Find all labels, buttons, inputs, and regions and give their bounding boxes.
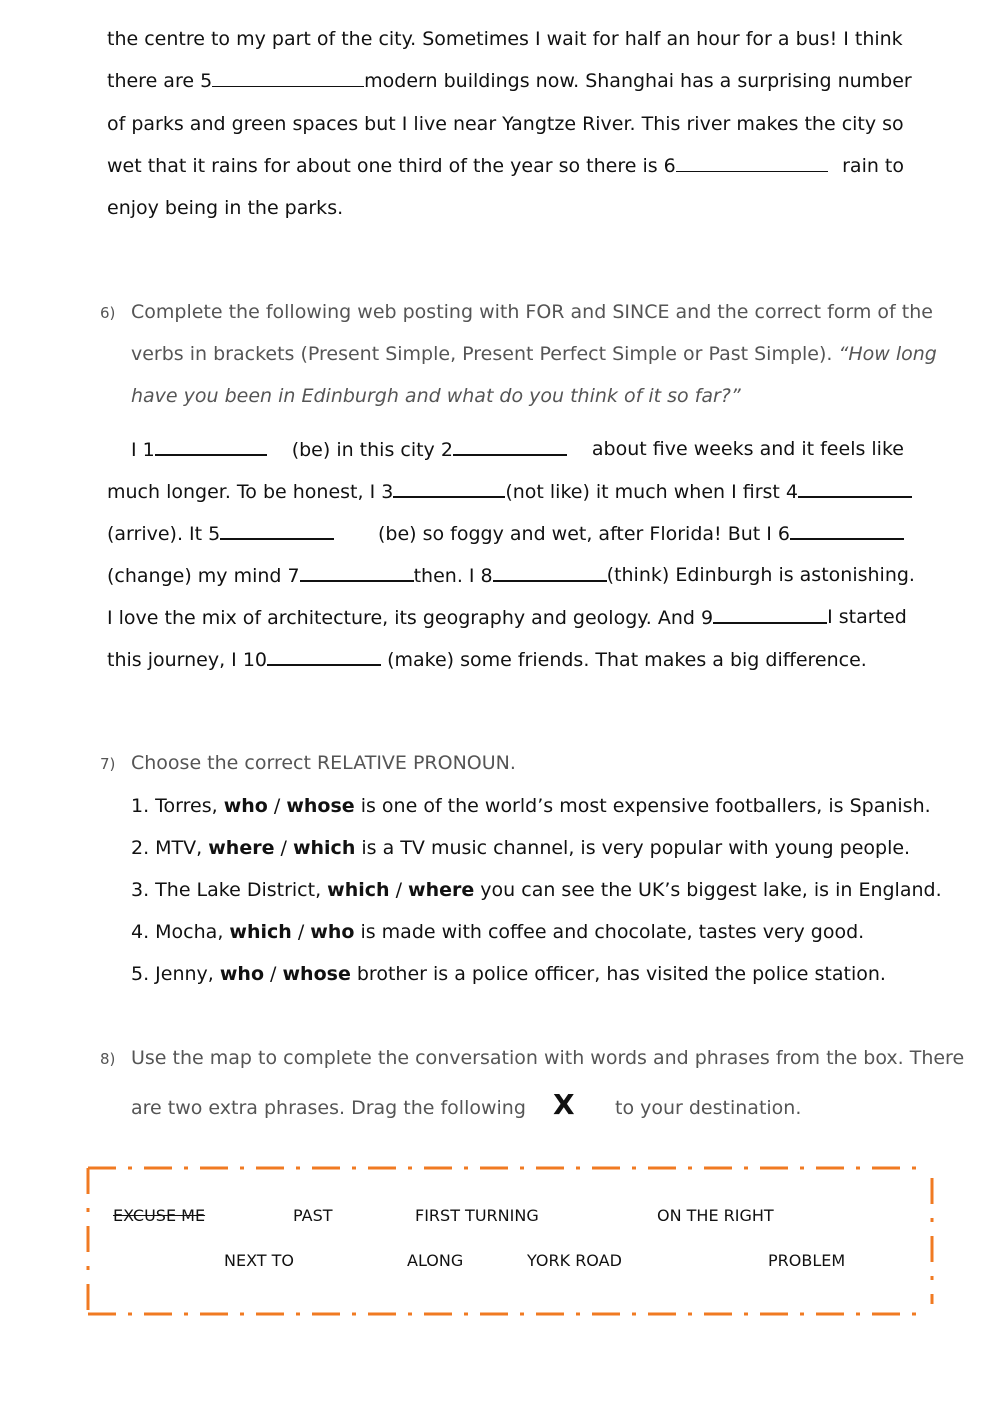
question-instruction: to your destination. (615, 1097, 802, 1119)
passage-line: this journey, I 10 (make) some friends. That makes a big difference. (107, 649, 867, 671)
question-instruction: verbs in brackets (Present Simple, Present Perfect Simple or Past Simple). “How long (131, 343, 937, 365)
passage-line: (arrive). It 5 (be) so foggy and wet, after Florida! But I 6 (107, 522, 904, 545)
word-chip-problem[interactable]: PROBLEM (768, 1251, 846, 1270)
passage-line: wet that it rains for about one third of the year so there is 6 rain to (107, 155, 904, 177)
option-b[interactable]: whose (282, 963, 351, 985)
question-number: 7) (100, 755, 116, 773)
passage-line: the centre to my part of the city. Sometimes I wait for half an hour for a bus! I think (107, 28, 903, 50)
list-item: 2. MTV, where / which is a TV music channel, is very popular with young people. (131, 837, 911, 859)
question-prompt: have you been in Edinburgh and what do you think of it so far?” (131, 385, 741, 407)
option-b[interactable]: which (292, 837, 356, 859)
passage-line: I 1 (be) in this city 2 about five weeks and it feels like (131, 438, 904, 461)
option-b[interactable]: where (408, 879, 475, 901)
question-instruction: Use the map to complete the conversation with words and phrases from the box. There (131, 1047, 965, 1069)
list-item: 4. Mocha, which / who is made with coffee and chocolate, tastes very good. (131, 921, 865, 943)
list-item: 3. The Lake District, which / where you can see the UK’s biggest lake, is in England. (131, 879, 942, 901)
list-item: 5. Jenny, who / whose brother is a police officer, has visited the police station. (131, 963, 886, 985)
word-chip-next-to[interactable]: NEXT TO (224, 1251, 294, 1270)
drag-x-marker[interactable]: X (553, 1088, 575, 1121)
passage-line: (change) my mind 7 then. I 8 (think) Edinburgh is astonishing. (107, 564, 915, 587)
list-item: 1. Torres, who / whose is one of the world’s most expensive footballers, is Spanish. (131, 795, 931, 817)
option-a[interactable]: which (229, 921, 292, 943)
passage-line: I love the mix of architecture, its geography and geology. And 9 I started (107, 606, 907, 629)
question-instruction: Choose the correct RELATIVE PRONOUN. (131, 752, 516, 774)
question-number: 6) (100, 304, 116, 322)
option-a[interactable]: who (223, 795, 268, 817)
passage-line: of parks and green spaces but I live near Yangtze River. This river makes the city so (107, 113, 904, 135)
word-chip-first-turning[interactable]: FIRST TURNING (415, 1206, 539, 1225)
question-number: 8) (100, 1050, 116, 1068)
passage-line: much longer. To be honest, I 3 (not like) it much when I first 4 (107, 480, 904, 503)
option-a[interactable]: which (327, 879, 390, 901)
question-instruction: Complete the following web posting with FOR and SINCE and the correct form of the (131, 301, 933, 323)
passage-line: enjoy being in the parks. (107, 197, 344, 219)
option-b[interactable]: who (310, 921, 355, 943)
option-a[interactable]: where (208, 837, 275, 859)
word-chip-past[interactable]: PAST (293, 1206, 333, 1225)
question-instruction: are two extra phrases. Drag the following (131, 1097, 526, 1119)
word-chip-york-road[interactable]: YORK ROAD (527, 1251, 622, 1270)
word-chip-excuse-me[interactable]: EXCUSE ME (113, 1206, 206, 1225)
word-chip-on-the-right[interactable]: ON THE RIGHT (657, 1206, 774, 1225)
option-b[interactable]: whose (286, 795, 355, 817)
option-a[interactable]: who (219, 963, 265, 985)
passage-line: there are 5 modern buildings now. Shanghai has a surprising number (107, 70, 912, 92)
word-chip-along[interactable]: ALONG (407, 1251, 464, 1270)
